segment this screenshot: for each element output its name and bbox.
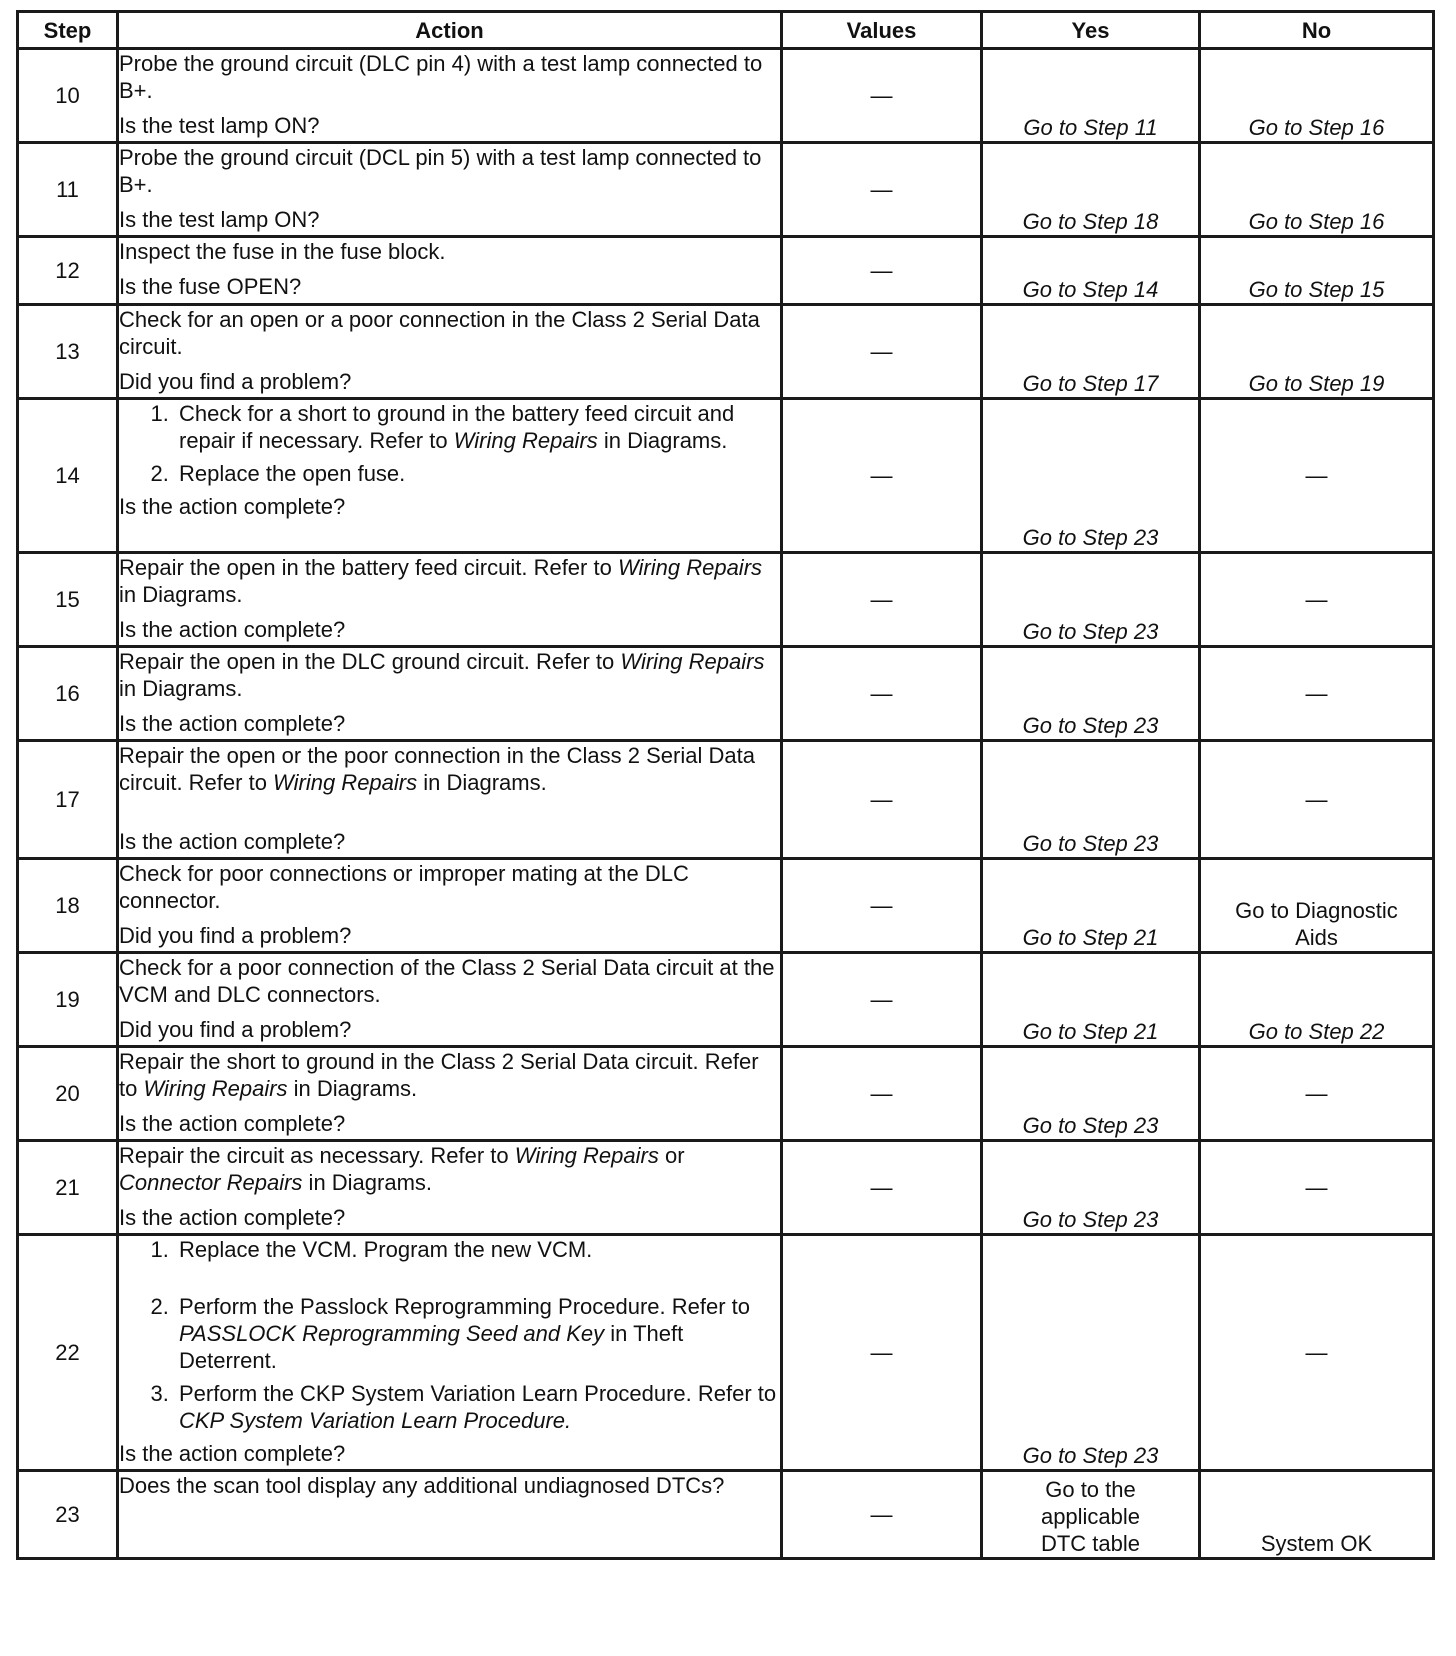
header-no: No: [1200, 12, 1434, 49]
action-text: Repair the open in the DLC ground circuit. Refer to Wiring Repairs in Diagrams.: [119, 649, 765, 701]
yes-cell: Go to the applicable DTC table: [982, 1471, 1200, 1559]
step-number: 13: [18, 305, 118, 399]
no-cell: Go to Step 19: [1200, 305, 1434, 399]
no-cell: —: [1200, 741, 1434, 859]
yes-cell: Go to Step 18: [982, 143, 1200, 237]
action-cell: [118, 953, 782, 1047]
action-cell: [118, 1141, 782, 1235]
step-number: 11: [18, 143, 118, 237]
no-cell: Go to Step 22: [1200, 953, 1434, 1047]
action-cell: [118, 305, 782, 399]
header-values: Values: [782, 12, 982, 49]
yes-cell: Go to Step 23: [982, 741, 1200, 859]
action-text: Check for an open or a poor connection in the Class 2 Serial Data circuit.: [119, 307, 760, 359]
yes-cell: Go to Step 23: [982, 1047, 1200, 1141]
no-cell: System OK: [1200, 1471, 1434, 1559]
diagnostic-document: [16, 10, 1432, 1560]
values-cell: —: [782, 237, 982, 305]
action-question: Is the action complete?: [119, 829, 346, 854]
action-text: Does the scan tool display any additional undiagnosed DTCs?: [119, 1473, 725, 1498]
action-question: Did you find a problem?: [119, 1017, 352, 1042]
action-question: Is the action complete?: [119, 494, 346, 519]
values-cell: —: [782, 741, 982, 859]
table-row-step-11: [18, 143, 1434, 237]
values-cell: —: [782, 143, 982, 237]
no-cell: —: [1200, 1047, 1434, 1141]
action-question: Did you find a problem?: [119, 923, 352, 948]
table-row-step-21: [18, 1141, 1434, 1235]
action-cell: [118, 143, 782, 237]
numbered-list: [119, 1236, 780, 1434]
diagnostic-table: [16, 10, 1435, 1560]
values-cell: —: [782, 1141, 982, 1235]
no-cell: —: [1200, 1235, 1434, 1471]
no-cell: —: [1200, 399, 1434, 553]
table-row-step-17: [18, 741, 1434, 859]
yes-cell: Go to Step 11: [982, 49, 1200, 143]
table-row-step-13: [18, 305, 1434, 399]
list-item: 2. Perform the Passlock Reprogramming Procedure. Refer to PASSLOCK Reprogramming Seed and Key in Theft Deterrent.: [175, 1293, 780, 1374]
action-text: Probe the ground circuit (DCL pin 5) with a test lamp connected to B+.: [119, 145, 762, 197]
step-number: 16: [18, 647, 118, 741]
yes-cell: Go to Step 23: [982, 399, 1200, 553]
action-question: Is the action complete?: [119, 711, 346, 736]
action-text: Repair the open or the poor connection in the Class 2 Serial Data circuit. Refer to Wiring Repairs in Diagrams.: [119, 743, 755, 795]
action-question: Is the test lamp ON?: [119, 113, 320, 138]
values-cell: —: [782, 49, 982, 143]
action-text: Repair the open in the battery feed circuit. Refer to Wiring Repairs in Diagrams.: [119, 555, 763, 607]
table-row-step-16: [18, 647, 1434, 741]
action-text: Probe the ground circuit (DLC pin 4) with a test lamp connected to B+.: [119, 51, 763, 103]
step-number: 23: [18, 1471, 118, 1559]
reference-link: Wiring Repairs: [514, 1143, 659, 1168]
list-item: 3. Perform the CKP System Variation Learn Procedure. Refer to CKP System Variation Learn Procedure.: [175, 1380, 780, 1434]
action-question: Is the test lamp ON?: [119, 207, 320, 232]
step-number: 17: [18, 741, 118, 859]
action-text: Repair the circuit as necessary. Refer to Wiring Repairs or Connector Repairs in Diagrams.: [119, 1143, 685, 1195]
yes-cell: Go to Step 23: [982, 1235, 1200, 1471]
table-row-step-22: [18, 1235, 1434, 1471]
values-cell: —: [782, 953, 982, 1047]
yes-cell: Go to Step 14: [982, 237, 1200, 305]
action-cell: [118, 1047, 782, 1141]
action-cell: [118, 553, 782, 647]
action-text: Repair the short to ground in the Class 2 Serial Data circuit. Refer to Wiring Repairs in Diagrams.: [119, 1049, 759, 1101]
table-row-step-12: [18, 237, 1434, 305]
table-row-step-19: [18, 953, 1434, 1047]
action-text: Check for a poor connection of the Class 2 Serial Data circuit at the VCM and DLC connectors.: [119, 955, 775, 1007]
header-row: [18, 12, 1434, 49]
no-cell: Go to Step 16: [1200, 143, 1434, 237]
table-row-step-10: [18, 49, 1434, 143]
values-cell: —: [782, 399, 982, 553]
yes-cell: Go to Step 23: [982, 647, 1200, 741]
no-cell: —: [1200, 1141, 1434, 1235]
list-item: 1. Replace the VCM. Program the new VCM.: [175, 1236, 780, 1263]
table-row-step-18: [18, 859, 1434, 953]
list-item: 2. Replace the open fuse.: [175, 460, 780, 487]
action-question: Is the fuse OPEN?: [119, 274, 302, 299]
action-cell: [118, 49, 782, 143]
yes-cell: Go to Step 23: [982, 553, 1200, 647]
no-cell: Go to Step 15: [1200, 237, 1434, 305]
step-number: 14: [18, 399, 118, 553]
action-question: Is the action complete?: [119, 1111, 346, 1136]
reference-link: Wiring Repairs: [617, 555, 763, 580]
table-row-step-20: [18, 1047, 1434, 1141]
step-number: 21: [18, 1141, 118, 1235]
values-cell: —: [782, 1047, 982, 1141]
reference-link: Wiring Repairs: [453, 428, 598, 453]
action-cell: [118, 859, 782, 953]
table-row-step-15: [18, 553, 1434, 647]
values-cell: —: [782, 1471, 982, 1559]
yes-cell: Go to Step 17: [982, 305, 1200, 399]
action-cell: [118, 1235, 782, 1471]
action-question: Did you find a problem?: [119, 369, 352, 394]
action-cell: [118, 399, 782, 553]
values-cell: —: [782, 647, 982, 741]
no-cell: —: [1200, 647, 1434, 741]
action-cell: [118, 647, 782, 741]
action-cell: [118, 237, 782, 305]
yes-cell: Go to Step 21: [982, 859, 1200, 953]
values-cell: —: [782, 305, 982, 399]
reference-link: Connector Repairs: [119, 1170, 303, 1195]
action-cell: [118, 741, 782, 859]
header-action: Action: [118, 12, 782, 49]
header-step: Step: [18, 12, 118, 49]
step-number: 20: [18, 1047, 118, 1141]
reference-link: Wiring Repairs: [273, 770, 418, 795]
numbered-list: [119, 400, 780, 487]
action-text: Inspect the fuse in the fuse block.: [119, 239, 446, 264]
header-yes: Yes: [982, 12, 1200, 49]
reference-link: PASSLOCK Reprogramming Seed and Key: [179, 1321, 605, 1346]
action-question: Is the action complete?: [119, 1441, 346, 1466]
step-number: 18: [18, 859, 118, 953]
no-cell: Go to Step 16: [1200, 49, 1434, 143]
table-row-step-23: [18, 1471, 1434, 1559]
no-cell: Go to Diagnostic Aids: [1200, 859, 1434, 953]
values-cell: —: [782, 1235, 982, 1471]
values-cell: —: [782, 859, 982, 953]
reference-link: Wiring Repairs: [620, 649, 765, 674]
yes-cell: Go to Step 23: [982, 1141, 1200, 1235]
action-question: Is the action complete?: [119, 617, 346, 642]
step-number: 10: [18, 49, 118, 143]
step-number: 22: [18, 1235, 118, 1471]
no-cell: —: [1200, 553, 1434, 647]
step-number: 12: [18, 237, 118, 305]
reference-link: Wiring Repairs: [143, 1076, 288, 1101]
yes-cell: Go to Step 21: [982, 953, 1200, 1047]
reference-link: CKP System Variation Learn Procedure.: [179, 1408, 572, 1433]
step-number: 19: [18, 953, 118, 1047]
action-text: Check for poor connections or improper mating at the DLC connector.: [119, 861, 689, 913]
list-item: 1. Check for a short to ground in the battery feed circuit and repair if necessary. Refer to Wiring Repairs in Diagrams.: [175, 400, 780, 454]
action-cell: [118, 1471, 782, 1559]
values-cell: —: [782, 553, 982, 647]
action-question: Is the action complete?: [119, 1205, 346, 1230]
table-row-step-14: [18, 399, 1434, 553]
step-number: 15: [18, 553, 118, 647]
